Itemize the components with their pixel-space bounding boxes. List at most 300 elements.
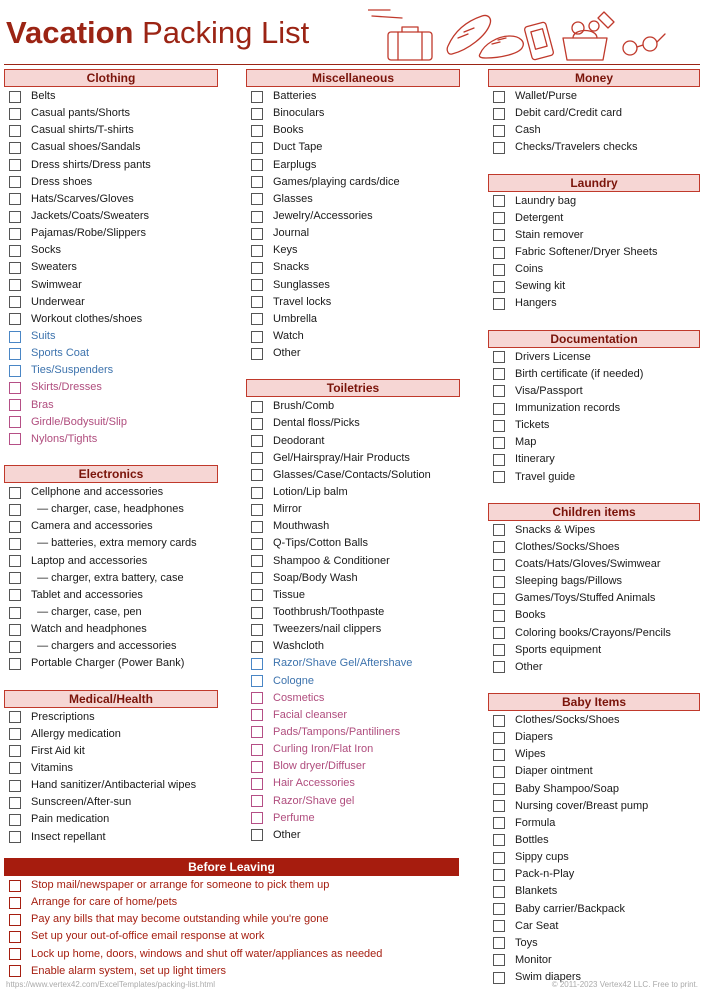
checklist-item (4, 501, 218, 518)
checkbox[interactable] (9, 416, 21, 428)
checklist-item (488, 781, 700, 798)
checklist-item (246, 311, 460, 328)
checklist-item (488, 746, 700, 763)
checkbox[interactable] (251, 658, 263, 670)
checkbox[interactable] (251, 829, 263, 841)
checklist-item (4, 928, 459, 945)
checklist-item (4, 621, 218, 638)
checkbox[interactable] (493, 108, 505, 120)
checkbox[interactable] (251, 108, 263, 120)
section-gap (488, 486, 700, 503)
checkbox[interactable] (493, 576, 505, 588)
checkbox[interactable] (9, 965, 21, 977)
checkbox[interactable] (493, 937, 505, 949)
checkbox[interactable] (251, 331, 263, 343)
item-label: — charger, extra battery, case (31, 571, 184, 584)
checklist-item (246, 294, 460, 311)
checkbox[interactable] (493, 195, 505, 207)
checkbox[interactable] (251, 487, 263, 499)
checkbox[interactable] (493, 783, 505, 795)
checkbox[interactable] (493, 541, 505, 553)
checkbox[interactable] (251, 435, 263, 447)
checkbox[interactable] (251, 555, 263, 567)
checklist-item (488, 349, 700, 366)
checklist-item (488, 815, 700, 832)
checklist-item (488, 295, 700, 312)
title-rule (4, 64, 700, 65)
checkbox[interactable] (493, 644, 505, 656)
item-label: Games/playing cards/dice (273, 175, 400, 188)
checkbox[interactable] (9, 711, 21, 723)
checklist-item (4, 484, 218, 501)
section-baby-items (488, 693, 700, 986)
checkbox[interactable] (9, 193, 21, 205)
item-label: Tissue (273, 588, 305, 601)
item-label: Car Seat (515, 919, 559, 932)
item-label: — charger, case, headphones (31, 503, 184, 516)
checklist-item (246, 139, 460, 156)
section-gap (246, 362, 460, 379)
checkbox[interactable] (493, 920, 505, 932)
section-header: Money (488, 69, 700, 87)
checkbox[interactable] (251, 176, 263, 188)
checkbox[interactable] (9, 159, 21, 171)
checklist-item (246, 277, 460, 294)
checkbox[interactable] (493, 281, 505, 293)
item-label: Visa/Passport (515, 384, 583, 397)
checkbox[interactable] (251, 296, 263, 308)
checklist-item (4, 139, 218, 156)
checklist-item (246, 741, 460, 758)
item-label: Cellphone and accessories (31, 486, 164, 499)
item-label: Pain medication (31, 813, 110, 826)
item-label: First Aid kit (31, 744, 85, 757)
checklist-item (488, 105, 700, 122)
checkbox[interactable] (251, 761, 263, 773)
checkbox[interactable] (9, 745, 21, 757)
item-label: Baby carrier/Backpack (515, 902, 626, 915)
checklist-item (4, 122, 218, 139)
checkbox[interactable] (9, 382, 21, 394)
item-label: Watch and headphones (31, 623, 147, 636)
column-left (4, 69, 218, 846)
checkbox[interactable] (9, 296, 21, 308)
checklist-item (4, 414, 218, 431)
item-label: Sippy cups (515, 851, 569, 864)
checkbox[interactable] (251, 228, 263, 240)
checklist-item (246, 433, 460, 450)
checkbox[interactable] (493, 661, 505, 673)
checkbox[interactable] (9, 914, 21, 926)
item-label: — chargers and accessories (31, 640, 177, 653)
travel-items-illustration (368, 2, 698, 64)
item-label: Sports Coat (31, 347, 90, 360)
checkbox[interactable] (493, 593, 505, 605)
item-label: Birth certificate (if needed) (515, 367, 644, 380)
item-label: Arrange for care of home/pets (31, 896, 178, 909)
checkbox[interactable] (251, 193, 263, 205)
checklist-item (488, 832, 700, 849)
item-label: Ties/Suspenders (31, 364, 114, 377)
section-money (488, 69, 700, 157)
checklist-item (488, 849, 700, 866)
checkbox[interactable] (493, 471, 505, 483)
item-label: Wallet/Purse (515, 90, 577, 103)
item-label: Monitor (515, 953, 552, 966)
checkbox[interactable] (9, 624, 21, 636)
checklist-item (4, 638, 218, 655)
item-label: Jewelry/Accessories (273, 210, 373, 223)
checkbox[interactable] (251, 521, 263, 533)
checklist-item (4, 345, 218, 362)
checkbox[interactable] (493, 903, 505, 915)
checklist-item (246, 345, 460, 362)
checkbox[interactable] (9, 313, 21, 325)
item-label: Tweezers/nail clippers (273, 623, 382, 636)
item-label: Diaper ointment (515, 765, 593, 778)
checkbox[interactable] (9, 142, 21, 154)
item-label: Razor/Shave gel (273, 794, 355, 807)
item-label: Map (515, 436, 537, 449)
checkbox[interactable] (251, 418, 263, 430)
item-label: — batteries, extra memory cards (31, 537, 197, 550)
checkbox[interactable] (9, 880, 21, 892)
item-label: Coins (515, 263, 544, 276)
checkbox[interactable] (9, 521, 21, 533)
checkbox[interactable] (251, 91, 263, 103)
item-label: Earplugs (273, 158, 317, 171)
checkbox[interactable] (251, 812, 263, 824)
checklist-item (246, 535, 460, 552)
item-label: Jackets/Coats/Sweaters (31, 210, 149, 223)
checkbox[interactable] (493, 125, 505, 137)
checklist-item (488, 469, 700, 486)
checklist-item (246, 501, 460, 518)
checkbox[interactable] (493, 142, 505, 154)
checkbox[interactable] (251, 211, 263, 223)
checkbox[interactable] (251, 589, 263, 601)
item-label: Belts (31, 90, 56, 103)
checklist-item (4, 828, 218, 845)
checkbox[interactable] (9, 658, 21, 670)
checklist-item (246, 758, 460, 775)
checkbox[interactable] (9, 331, 21, 343)
checklist-item (246, 484, 460, 501)
item-label: Brush/Comb (273, 400, 335, 413)
item-label: Travel locks (273, 295, 332, 308)
checkbox[interactable] (9, 931, 21, 943)
checkbox[interactable] (493, 852, 505, 864)
item-label: Dress shoes (31, 175, 93, 188)
item-label: Clothes/Socks/Shoes (515, 540, 620, 553)
section-header: Clothing (4, 69, 218, 87)
checklist-item (488, 642, 700, 659)
checklist-item (4, 709, 218, 726)
item-label: Mirror (273, 503, 302, 516)
checkbox[interactable] (251, 795, 263, 807)
checklist-item (488, 88, 700, 105)
checkbox[interactable] (251, 675, 263, 687)
item-label: Coloring books/Crayons/Pencils (515, 626, 671, 639)
item-label: Immunization records (515, 402, 621, 415)
item-label: Duct Tape (273, 141, 323, 154)
checkbox[interactable] (493, 800, 505, 812)
section-clothing (4, 69, 218, 448)
checkbox[interactable] (251, 452, 263, 464)
checkbox[interactable] (493, 298, 505, 310)
item-label: Vitamins (31, 761, 73, 774)
checkbox[interactable] (9, 831, 21, 843)
checkbox[interactable] (9, 228, 21, 240)
checkbox[interactable] (9, 176, 21, 188)
checkbox[interactable] (251, 726, 263, 738)
checkbox[interactable] (493, 869, 505, 881)
item-label: Pajamas/Robe/Slippers (31, 227, 146, 240)
checkbox[interactable] (251, 279, 263, 291)
checklist-item (246, 157, 460, 174)
checkbox[interactable] (251, 262, 263, 274)
checkbox[interactable] (9, 211, 21, 223)
checklist-item (488, 244, 700, 261)
checkbox[interactable] (9, 555, 21, 567)
section-toiletries (246, 379, 460, 844)
item-label: Diapers (515, 731, 553, 744)
footer-url: https://www.vertex42.com/ExcelTemplates/packing-list.html (6, 980, 215, 989)
item-label: Baby Shampoo/Soap (515, 782, 619, 795)
checklist-item (246, 174, 460, 191)
checkbox[interactable] (493, 247, 505, 259)
checkbox[interactable] (9, 589, 21, 601)
checkbox[interactable] (9, 504, 21, 516)
checkbox[interactable] (493, 954, 505, 966)
checklist-item (4, 362, 218, 379)
checklist-item (246, 621, 460, 638)
item-label: Underwear (31, 295, 85, 308)
checklist-item (4, 743, 218, 760)
section-header: Miscellaneous (246, 69, 460, 87)
checklist-item (246, 105, 460, 122)
item-label: Pads/Tampons/Pantiliners (273, 725, 401, 738)
checkbox[interactable] (251, 538, 263, 550)
checklist-item (246, 587, 460, 604)
checkbox[interactable] (493, 972, 505, 984)
checklist-item (4, 553, 218, 570)
checkbox[interactable] (9, 538, 21, 550)
checkbox[interactable] (251, 348, 263, 360)
checkbox[interactable] (9, 262, 21, 274)
item-label: Portable Charger (Power Bank) (31, 657, 185, 670)
checklist-item (488, 798, 700, 815)
checkbox[interactable] (251, 641, 263, 653)
item-label: Fabric Softener/Dryer Sheets (515, 246, 658, 259)
item-label: Socks (31, 244, 61, 257)
item-label: Cosmetics (273, 691, 325, 704)
checklist-item (4, 794, 218, 811)
checklist-item (4, 105, 218, 122)
item-label: Binoculars (273, 107, 325, 120)
checkbox[interactable] (9, 814, 21, 826)
checkbox[interactable] (251, 692, 263, 704)
checklist-item (488, 556, 700, 573)
checkbox[interactable] (251, 744, 263, 756)
checkbox[interactable] (9, 762, 21, 774)
checklist-item (4, 877, 459, 894)
checkbox[interactable] (9, 728, 21, 740)
checkbox[interactable] (493, 368, 505, 380)
section-laundry (488, 174, 700, 313)
item-label: Keys (273, 244, 298, 257)
checklist-item (488, 918, 700, 935)
checkbox[interactable] (251, 572, 263, 584)
item-label: Sports equipment (515, 643, 602, 656)
checkbox[interactable] (493, 886, 505, 898)
item-label: Swim diapers (515, 971, 582, 984)
checkbox[interactable] (251, 401, 263, 413)
checklist-item (488, 434, 700, 451)
checklist-item (246, 415, 460, 432)
item-label: Laundry bag (515, 194, 577, 207)
checkbox[interactable] (493, 403, 505, 415)
checkbox[interactable] (251, 159, 263, 171)
checkbox[interactable] (493, 351, 505, 363)
checklist-item (246, 638, 460, 655)
checklist-item (246, 467, 460, 484)
checkbox[interactable] (493, 454, 505, 466)
item-label: Other (273, 347, 301, 360)
checkbox[interactable] (493, 715, 505, 727)
checkbox[interactable] (9, 108, 21, 120)
checklist-item (488, 539, 700, 556)
checklist-item (4, 225, 218, 242)
checklist-item (488, 366, 700, 383)
checklist-item (4, 655, 218, 672)
checkbox[interactable] (493, 91, 505, 103)
before-leaving-section (4, 858, 459, 980)
checkbox[interactable] (251, 125, 263, 137)
item-label: Nylons/Tights (31, 432, 98, 445)
checkbox[interactable] (9, 797, 21, 809)
item-label: Wipes (515, 748, 546, 761)
item-label: Drivers License (515, 350, 591, 363)
section-header: Medical/Health (4, 690, 218, 708)
checkbox[interactable] (9, 245, 21, 257)
item-label: Skirts/Dresses (31, 381, 102, 394)
checkbox[interactable] (251, 313, 263, 325)
section-children-items (488, 503, 700, 676)
checkbox[interactable] (251, 245, 263, 257)
checkbox[interactable] (493, 749, 505, 761)
checkbox[interactable] (9, 91, 21, 103)
checkbox[interactable] (251, 709, 263, 721)
checkbox[interactable] (251, 607, 263, 619)
checkbox[interactable] (493, 420, 505, 432)
checklist-item (246, 450, 460, 467)
checkbox[interactable] (493, 766, 505, 778)
checklist-item (246, 328, 460, 345)
section-header: Laundry (488, 174, 700, 192)
checklist-item (488, 210, 700, 227)
section-before-leaving (4, 858, 459, 980)
checkbox[interactable] (493, 524, 505, 536)
checkbox[interactable] (493, 817, 505, 829)
checklist-item (246, 242, 460, 259)
checklist-item (246, 655, 460, 672)
item-label: Snacks & Wipes (515, 523, 596, 536)
checkbox[interactable] (9, 125, 21, 137)
item-label: Gel/Hairspray/Hair Products (273, 451, 410, 464)
checkbox[interactable] (493, 212, 505, 224)
checklist-item (4, 760, 218, 777)
checklist-item (4, 328, 218, 345)
checkbox[interactable] (493, 264, 505, 276)
item-label: Hair Accessories (273, 777, 355, 790)
checkbox[interactable] (251, 142, 263, 154)
checkbox[interactable] (493, 732, 505, 744)
checkbox[interactable] (493, 834, 505, 846)
checkbox[interactable] (9, 279, 21, 291)
item-label: Shampoo & Conditioner (273, 554, 390, 567)
checkbox[interactable] (9, 897, 21, 909)
checkbox[interactable] (9, 572, 21, 584)
checkbox[interactable] (251, 469, 263, 481)
checklist-item (246, 553, 460, 570)
section-gap (488, 313, 700, 330)
checkbox[interactable] (9, 607, 21, 619)
checkbox[interactable] (251, 624, 263, 636)
checkbox[interactable] (9, 780, 21, 792)
item-label: Detergent (515, 211, 564, 224)
checklist-item (488, 763, 700, 780)
checkbox[interactable] (251, 778, 263, 790)
checklist-item (246, 827, 460, 844)
item-label: Checks/Travelers checks (515, 141, 638, 154)
checklist-item (4, 242, 218, 259)
checkbox[interactable] (9, 365, 21, 377)
checkbox[interactable] (9, 348, 21, 360)
checkbox[interactable] (493, 610, 505, 622)
checklist-item (246, 570, 460, 587)
checkbox[interactable] (9, 399, 21, 411)
checkbox[interactable] (493, 627, 505, 639)
item-label: Blankets (515, 885, 558, 898)
checklist-item (246, 122, 460, 139)
item-label: Pay any bills that may become outstanding while you're gone (31, 913, 329, 926)
item-label: Lock up home, doors, windows and shut off water/appliances as needed (31, 947, 383, 960)
item-label: Blow dryer/Diffuser (273, 760, 366, 773)
section-header: Before Leaving (4, 858, 459, 876)
checklist-item (4, 294, 218, 311)
checkbox[interactable] (493, 229, 505, 241)
item-label: Formula (515, 816, 556, 829)
checklist-item (4, 518, 218, 535)
checklist-item (4, 604, 218, 621)
checkbox[interactable] (9, 487, 21, 499)
checklist-item (246, 259, 460, 276)
item-label: Hand sanitizer/Antibacterial wipes (31, 779, 197, 792)
checkbox[interactable] (251, 504, 263, 516)
checkbox[interactable] (493, 437, 505, 449)
checkbox[interactable] (493, 385, 505, 397)
item-label: Tablet and accessories (31, 588, 143, 601)
checkbox[interactable] (9, 948, 21, 960)
item-label: Washcloth (273, 640, 324, 653)
checkbox[interactable] (9, 641, 21, 653)
column-middle (246, 69, 460, 844)
checkbox[interactable] (9, 433, 21, 445)
checklist-item (4, 88, 218, 105)
checkbox[interactable] (493, 559, 505, 571)
item-label: Sewing kit (515, 280, 566, 293)
